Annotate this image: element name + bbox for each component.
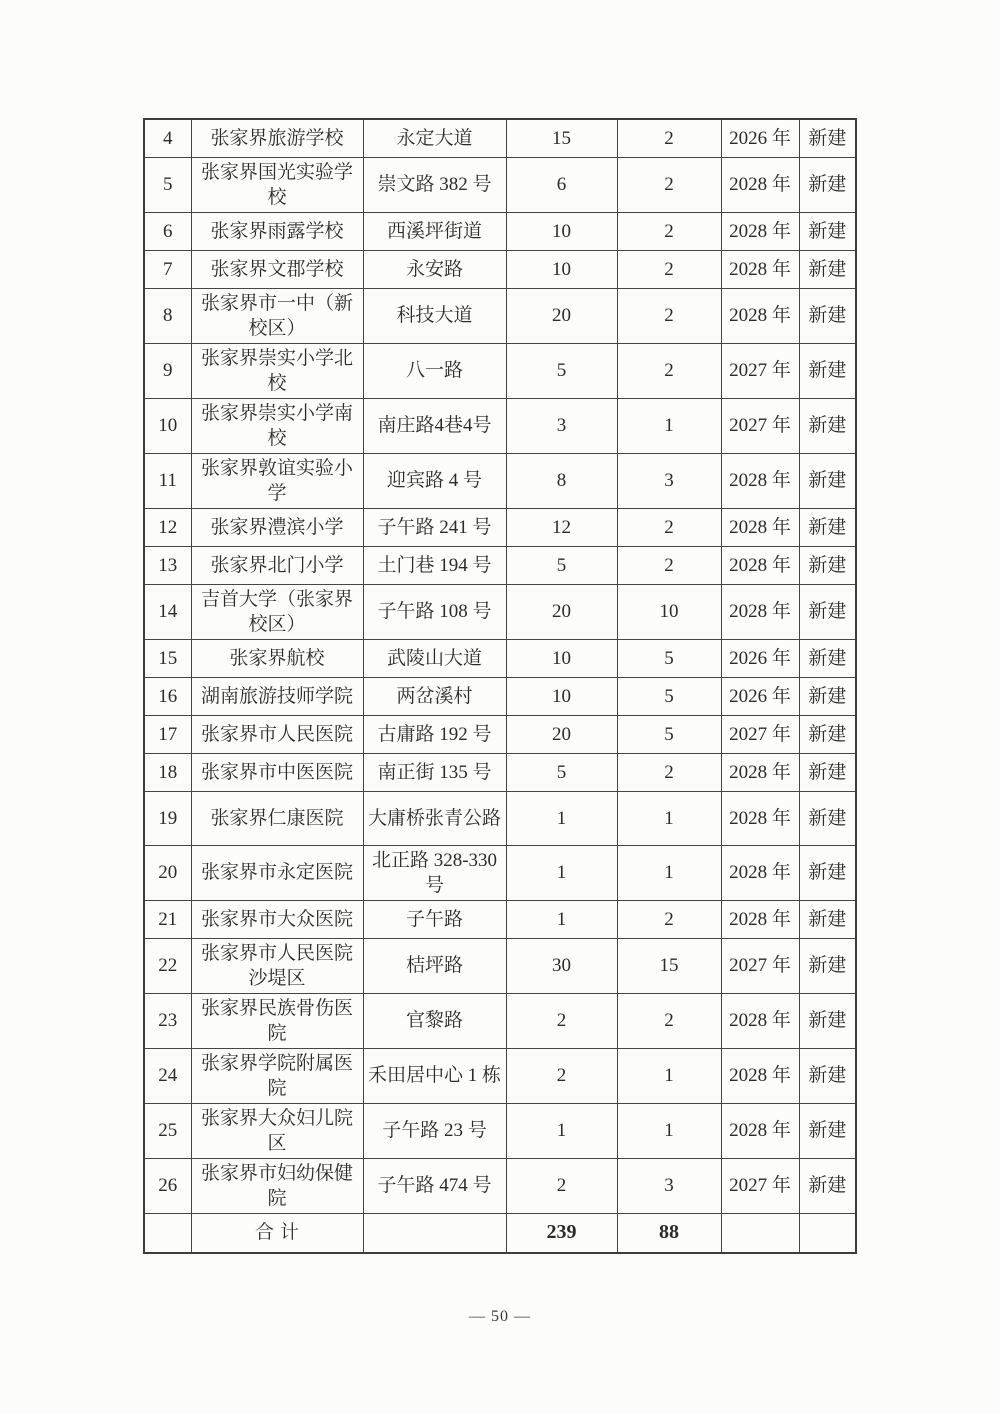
cell-value-1: 1: [506, 1103, 617, 1158]
table-row: [144, 1048, 856, 1103]
cell-value-1: 1: [506, 791, 617, 845]
table-row: [144, 250, 856, 288]
cell-serial-empty: [144, 1213, 191, 1253]
table-row: [144, 288, 856, 343]
cell-serial: 21: [144, 900, 191, 938]
cell-value-1: 5: [506, 343, 617, 398]
cell-value-1: 1: [506, 900, 617, 938]
cell-status: 新建: [799, 398, 856, 453]
table-row: [144, 677, 856, 715]
cell-status: 新建: [799, 212, 856, 250]
table-row: [144, 791, 856, 845]
cell-serial: 14: [144, 584, 191, 639]
cell-status: 新建: [799, 753, 856, 791]
cell-year: 2028 年: [721, 1048, 799, 1103]
cell-address: 古庸路 192 号: [363, 715, 506, 753]
cell-value-2: 10: [617, 584, 721, 639]
cell-name: 张家界民族骨伤医院: [191, 993, 363, 1048]
total-row: [144, 1213, 856, 1253]
cell-address: 子午路 23 号: [363, 1103, 506, 1158]
cell-value-2: 2: [617, 212, 721, 250]
cell-address: 西溪坪街道: [363, 212, 506, 250]
cell-address: 武陵山大道: [363, 639, 506, 677]
cell-year: 2027 年: [721, 715, 799, 753]
total-value-2: 88: [617, 1213, 721, 1253]
cell-name: 张家界敦谊实验小学: [191, 453, 363, 508]
cell-year: 2028 年: [721, 212, 799, 250]
cell-name: 张家界北门小学: [191, 546, 363, 584]
cell-value-1: 1: [506, 845, 617, 900]
cell-serial: 4: [144, 119, 191, 157]
cell-value-1: 6: [506, 157, 617, 212]
cell-value-2: 2: [617, 119, 721, 157]
table-row: [144, 753, 856, 791]
cell-year: 2028 年: [721, 1103, 799, 1158]
cell-year: 2028 年: [721, 288, 799, 343]
cell-serial: 16: [144, 677, 191, 715]
cell-name: 湖南旅游技师学院: [191, 677, 363, 715]
cell-year: 2027 年: [721, 398, 799, 453]
cell-status: 新建: [799, 639, 856, 677]
cell-serial: 15: [144, 639, 191, 677]
table-row: [144, 845, 856, 900]
cell-year: 2028 年: [721, 250, 799, 288]
cell-value-1: 12: [506, 508, 617, 546]
cell-serial: 12: [144, 508, 191, 546]
cell-value-1: 10: [506, 677, 617, 715]
cell-address: 永定大道: [363, 119, 506, 157]
cell-value-1: 10: [506, 212, 617, 250]
cell-name: 张家界旅游学校: [191, 119, 363, 157]
cell-status: 新建: [799, 938, 856, 993]
cell-address: 科技大道: [363, 288, 506, 343]
cell-year: 2026 年: [721, 119, 799, 157]
cell-address: 子午路 241 号: [363, 508, 506, 546]
cell-value-2: 5: [617, 639, 721, 677]
cell-serial: 22: [144, 938, 191, 993]
table-row: [144, 119, 856, 157]
cell-serial: 24: [144, 1048, 191, 1103]
cell-name: 张家界市妇幼保健院: [191, 1158, 363, 1213]
cell-status: 新建: [799, 546, 856, 584]
cell-serial: 18: [144, 753, 191, 791]
table-row: [144, 715, 856, 753]
page-number: — 50 —: [469, 1308, 531, 1325]
cell-serial: 9: [144, 343, 191, 398]
table-row: [144, 993, 856, 1048]
cell-address: 八一路: [363, 343, 506, 398]
cell-value-1: 15: [506, 119, 617, 157]
cell-name: 张家界崇实小学南校: [191, 398, 363, 453]
table-row: [144, 508, 856, 546]
table-row: [144, 343, 856, 398]
cell-status: 新建: [799, 157, 856, 212]
cell-name: 张家界国光实验学校: [191, 157, 363, 212]
table-row: [144, 1103, 856, 1158]
cell-address: 官黎路: [363, 993, 506, 1048]
table-row: [144, 584, 856, 639]
cell-name: 张家界市人民医院: [191, 715, 363, 753]
table-row: [144, 453, 856, 508]
cell-value-1: 2: [506, 1048, 617, 1103]
cell-name: 张家界市中医医院: [191, 753, 363, 791]
cell-name: 张家界市一中（新校区）: [191, 288, 363, 343]
cell-name: 张家界文郡学校: [191, 250, 363, 288]
cell-status: 新建: [799, 250, 856, 288]
cell-serial: 26: [144, 1158, 191, 1213]
cell-value-2: 1: [617, 1048, 721, 1103]
cell-value-1: 10: [506, 639, 617, 677]
facilities-table: [143, 118, 857, 1254]
cell-value-1: 20: [506, 715, 617, 753]
cell-serial: 20: [144, 845, 191, 900]
cell-status: 新建: [799, 1048, 856, 1103]
cell-serial: 17: [144, 715, 191, 753]
table-row: [144, 546, 856, 584]
cell-value-2: 3: [617, 1158, 721, 1213]
cell-value-1: 2: [506, 993, 617, 1048]
cell-value-1: 10: [506, 250, 617, 288]
cell-value-2: 2: [617, 250, 721, 288]
cell-address: 子午路 474 号: [363, 1158, 506, 1213]
cell-serial: 6: [144, 212, 191, 250]
cell-value-2: 2: [617, 288, 721, 343]
cell-name: 张家界大众妇儿院区: [191, 1103, 363, 1158]
table-row: [144, 900, 856, 938]
cell-value-1: 30: [506, 938, 617, 993]
cell-serial: 23: [144, 993, 191, 1048]
cell-year: 2027 年: [721, 1158, 799, 1213]
cell-year: 2028 年: [721, 753, 799, 791]
cell-value-2: 1: [617, 398, 721, 453]
cell-name: 张家界学院附属医院: [191, 1048, 363, 1103]
cell-address: 北正路 328-330 号: [363, 845, 506, 900]
cell-value-2: 3: [617, 453, 721, 508]
cell-address: 两岔溪村: [363, 677, 506, 715]
cell-address: 桔坪路: [363, 938, 506, 993]
cell-status: 新建: [799, 791, 856, 845]
cell-status: 新建: [799, 453, 856, 508]
cell-address: 子午路 108 号: [363, 584, 506, 639]
cell-serial: 13: [144, 546, 191, 584]
cell-value-1: 2: [506, 1158, 617, 1213]
cell-name: 吉首大学（张家界校区）: [191, 584, 363, 639]
cell-status: 新建: [799, 584, 856, 639]
cell-address: 永安路: [363, 250, 506, 288]
cell-year: 2028 年: [721, 845, 799, 900]
cell-address-empty: [363, 1213, 506, 1253]
cell-value-2: 1: [617, 845, 721, 900]
cell-year: 2028 年: [721, 546, 799, 584]
cell-status: 新建: [799, 677, 856, 715]
cell-status: 新建: [799, 1158, 856, 1213]
cell-value-1: 20: [506, 584, 617, 639]
cell-value-2: 2: [617, 343, 721, 398]
cell-value-2: 2: [617, 508, 721, 546]
cell-value-1: 20: [506, 288, 617, 343]
cell-status: 新建: [799, 845, 856, 900]
table-row: [144, 1158, 856, 1213]
cell-status: 新建: [799, 715, 856, 753]
cell-address: 南正街 135 号: [363, 753, 506, 791]
cell-status: 新建: [799, 119, 856, 157]
cell-address: 子午路: [363, 900, 506, 938]
cell-address: 禾田居中心 1 栋: [363, 1048, 506, 1103]
cell-status: 新建: [799, 343, 856, 398]
total-label: 合计: [191, 1213, 363, 1253]
cell-value-2: 1: [617, 1103, 721, 1158]
cell-name: 张家界航校: [191, 639, 363, 677]
cell-status: 新建: [799, 1103, 856, 1158]
cell-year: 2027 年: [721, 938, 799, 993]
cell-value-1: 8: [506, 453, 617, 508]
cell-serial: 25: [144, 1103, 191, 1158]
cell-value-2: 5: [617, 715, 721, 753]
cell-year: 2027 年: [721, 343, 799, 398]
table-row: [144, 157, 856, 212]
cell-value-2: 5: [617, 677, 721, 715]
cell-year: 2026 年: [721, 639, 799, 677]
cell-value-2: 2: [617, 546, 721, 584]
cell-status: 新建: [799, 508, 856, 546]
cell-address: 土门巷 194 号: [363, 546, 506, 584]
cell-serial: 11: [144, 453, 191, 508]
cell-value-1: 5: [506, 546, 617, 584]
cell-address: 南庄路4巷4号: [363, 398, 506, 453]
cell-year-empty: [721, 1213, 799, 1253]
table-row: [144, 398, 856, 453]
table-row: [144, 212, 856, 250]
cell-year: 2028 年: [721, 993, 799, 1048]
cell-status: 新建: [799, 288, 856, 343]
cell-year: 2026 年: [721, 677, 799, 715]
cell-status: 新建: [799, 993, 856, 1048]
cell-name: 张家界崇实小学北校: [191, 343, 363, 398]
cell-year: 2028 年: [721, 584, 799, 639]
table-body: [144, 119, 856, 1253]
cell-status: 新建: [799, 900, 856, 938]
total-value-1: 239: [506, 1213, 617, 1253]
cell-name: 张家界雨露学校: [191, 212, 363, 250]
table-row: [144, 639, 856, 677]
cell-value-1: 3: [506, 398, 617, 453]
table-row: [144, 938, 856, 993]
cell-address: 迎宾路 4 号: [363, 453, 506, 508]
cell-value-2: 1: [617, 791, 721, 845]
cell-serial: 19: [144, 791, 191, 845]
cell-year: 2028 年: [721, 157, 799, 212]
cell-value-2: 2: [617, 900, 721, 938]
cell-name: 张家界市人民医院沙堤区: [191, 938, 363, 993]
cell-value-2: 2: [617, 157, 721, 212]
cell-serial: 8: [144, 288, 191, 343]
cell-year: 2028 年: [721, 508, 799, 546]
cell-year: 2028 年: [721, 791, 799, 845]
cell-year: 2028 年: [721, 900, 799, 938]
cell-name: 张家界仁康医院: [191, 791, 363, 845]
cell-name: 张家界澧滨小学: [191, 508, 363, 546]
cell-value-2: 2: [617, 753, 721, 791]
cell-address: 大庸桥张青公路: [363, 791, 506, 845]
cell-address: 崇文路 382 号: [363, 157, 506, 212]
cell-status-empty: [799, 1213, 856, 1253]
cell-value-1: 5: [506, 753, 617, 791]
cell-serial: 10: [144, 398, 191, 453]
cell-name: 张家界市永定医院: [191, 845, 363, 900]
cell-serial: 7: [144, 250, 191, 288]
cell-year: 2028 年: [721, 453, 799, 508]
cell-value-2: 2: [617, 993, 721, 1048]
cell-serial: 5: [144, 157, 191, 212]
cell-name: 张家界市大众医院: [191, 900, 363, 938]
cell-value-2: 15: [617, 938, 721, 993]
